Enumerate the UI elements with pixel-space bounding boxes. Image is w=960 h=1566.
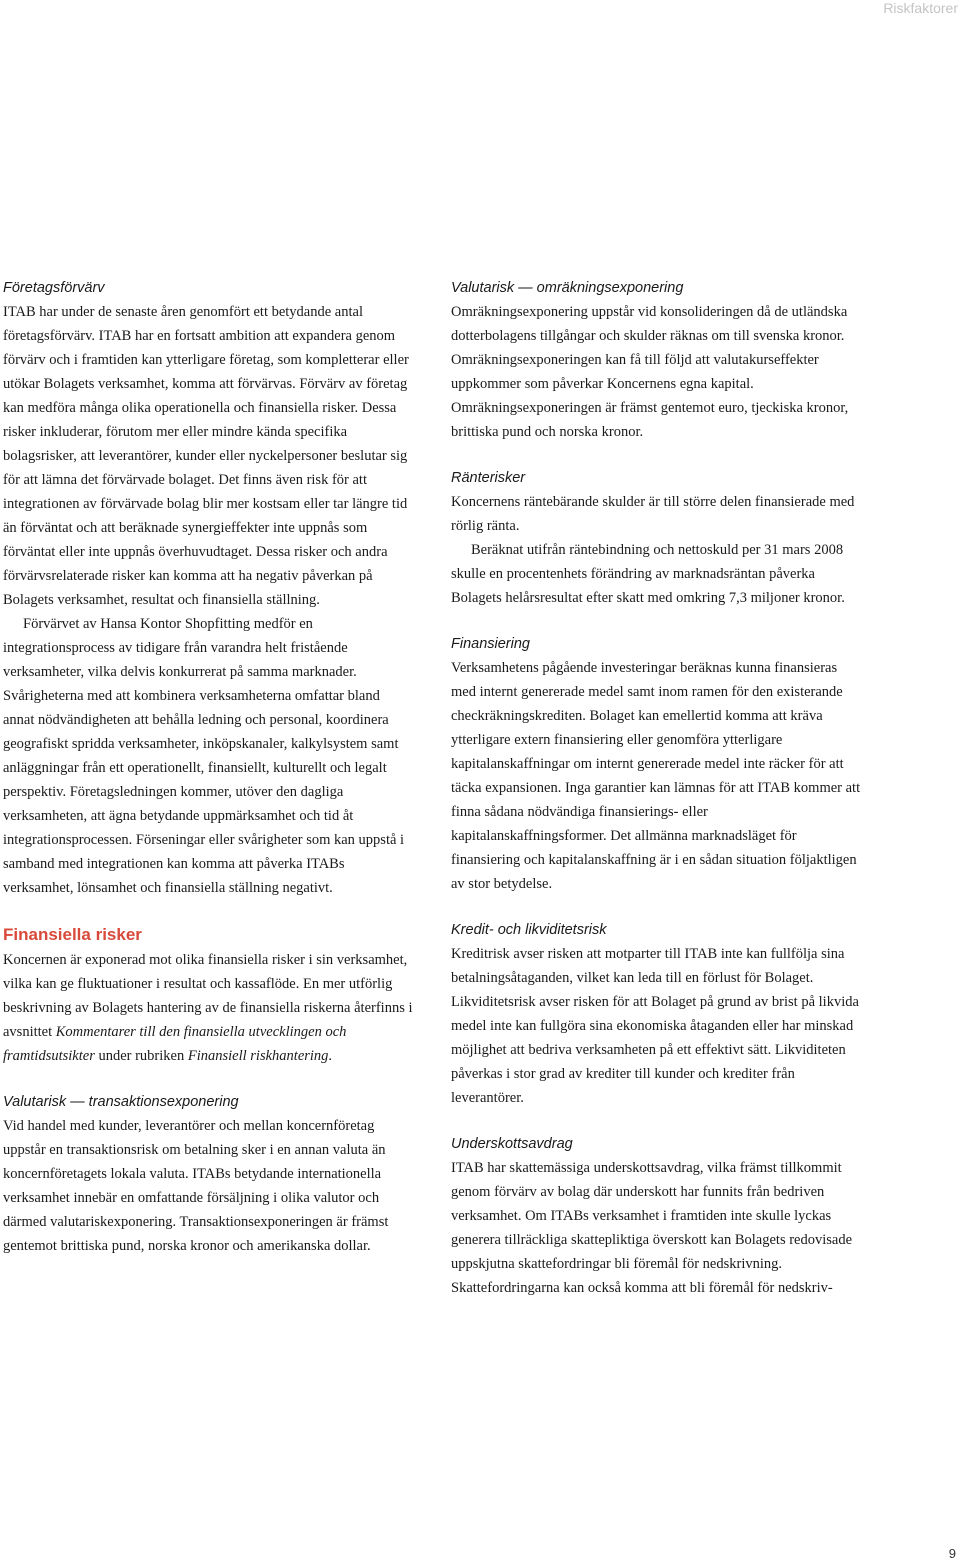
paragraph: Förvärvet av Hansa Kontor Shopfitting medför en integrationsprocess av tidigare från varandra helt fristående verksamheter, vilka delvis konkurrerat på samma marknader. Svårigheterna med att kombinera verksamheterna omfattar bland annat nödvändigheten att behålla ledning och personal, koordinera geografiskt spridda verksamheter, inköpskanaler, kalkylsystem samt anläggningar från ett operationellt, finansiellt, kulturellt och legalt perspektiv. Företagsledningen kommer, utöver den dagliga verksamheten, att ägna betydande uppmärksamhet och tid åt integrationsprocessen. Förseningar eller svårigheter som kan uppstå i samband med integrationen kan komma att påverka ITABs verksamhet, lönsamhet och finansiella ställning negativt. — [3, 616, 405, 896]
paragraph — [3, 948, 413, 1068]
text-run: . — [328, 1048, 333, 1064]
paragraph: ITAB har skattemässiga underskottsavdrag, vilka främst tillkommit genom förvärv av bolag där underskott har funnits från bedriven verksamhet. Om ITABs verksamhet i framtiden inte skulle lyckas generera tillräckliga skattepliktiga överskott kan Bolagets redovisade uppskjutna skattefordringar bli föremål för nedskrivning. Skattefordringarna kan också komma att bli föremål för nedskriv- — [451, 1160, 853, 1296]
left-column — [3, 276, 413, 1258]
section-heading: Valutarisk — transaktionsexponering — [3, 1094, 239, 1110]
text-run: under rubriken — [94, 1048, 188, 1064]
italic-reference: Finansiell riskhantering — [187, 1048, 329, 1064]
section-heading: Underskottsavdrag — [451, 1136, 573, 1152]
paragraph: Verksamhetens pågående investeringar beräknas kunna finansieras med internt genererade medel samt inom ramen för den existerande checkräkningskrediten. Bolaget kan emellertid komma att kräva ytterligare extern finansiering eller genomföra ytterligare kapitalanskaffningar om internt genererade medel inte räcker för att täcka expansionen. Inga garantier kan lämnas för att ITAB kommer att finna sådana nödvändiga finansierings- eller kapitalanskaffningsformer. Det allmänna marknadsläget för finansiering och kapitalanskaffning är i en sådan situation följaktligen av stor betydelse. — [451, 660, 861, 892]
major-heading: Finansiella risker — [3, 925, 142, 944]
paragraph: Beräknat utifrån räntebindning och nettoskuld per 31 mars 2008 skulle en procentenhets förändring av marknadsräntan påverka Bolagets helårsresultat efter skatt med omkring 7,3 miljoner kronor. — [451, 542, 845, 606]
text-run: Koncernen är exponerad mot olika finansiella risker i sin verksamhet, vilka kan ge fluktuationer i resultat och kassaflöde. En mer utförlig beskrivning av Bolagets hantering av de finansiella riskerna återfinns i avsnittet — [3, 952, 413, 1040]
paragraph: ITAB har under de senaste åren genomfört ett betydande antal företagsförvärv. ITAB har en fortsatt ambition att expandera genom förvärv och i framtiden kan ytterligare företag, som kompletterar eller utökar Bolagets verksamhet, komma att förvärvas. Förvärv av företag kan medföra många olika operationella och finansiella risker. Dessa risker inkluderar, förutom mer eller mindre kända specifika bolagsrisker, att leverantörer, kunder eller nyckelpersoner beslutar sig för att lämna det förvärvade bolaget. Det finns även risk för att integrationen av förvärvade bolag blir mer kostsam eller tar längre tid än förväntat och att beräknade synergieffekter inte uppnås som förväntat eller inte uppnås överhuvudtaget. Dessa risker och andra förvärvsrelaterade risker kan komma att ha negativ påverkan på Bolagets verksamhet, resultat och finansiella ställning. — [3, 304, 409, 608]
section-underskottsavdrag — [451, 1132, 861, 1300]
section-omrakningsexponering — [451, 276, 861, 444]
section-transaktionsexponering — [3, 1090, 413, 1258]
paragraph: Koncernens räntebärande skulder är till större delen finansierade med rörlig ränta. — [451, 494, 855, 534]
paragraph: Vid handel med kunder, leverantörer och mellan koncernföretag uppstår en transaktionsrisk om betalning sker i en annan valuta än koncernföretagets lokala valuta. ITABs betydande internationella verksamhet innebär en omfattande försäljning i olika valutor och därmed valutariskexponering. Transaktionsexponeringen är främst gentemot brittiska pund, norska kronor och amerikanska dollar. — [3, 1118, 389, 1254]
right-column — [451, 276, 861, 1300]
section-kredit-likviditet — [451, 918, 861, 1110]
section-finansiering — [451, 632, 861, 896]
section-foretagsforvarv — [3, 276, 413, 900]
section-heading: Kredit- och likviditetsrisk — [451, 922, 607, 938]
paragraph: Omräkningsexponering uppstår vid konsolideringen då de utländska dotterbolagens tillgångar och skulder räknas om till svenska kronor. Omräkningsexponeringen kan få till följd att valutakurseffekter uppkommer som påverkar Koncernens egna kapital. Omräkningsexponeringen är främst gentemot euro, tjeckiska kronor, brittiska pund och norska kronor. — [451, 304, 849, 440]
paragraph: Kreditrisk avser risken att motparter till ITAB inte kan fullfölja sina betalningsåtaganden, vilket kan leda till en förlust för Bolaget. Likviditetsrisk avser risken för att Bolaget på grund av brist på likvida medel inte kan fullgöra sina ekonomiska åtaganden eller har minskad möjlighet att bedriva verksamheten på ett effektivt sätt. Likviditeten påverkas i stor grad av krediter till kunder och krediter från leverantörer. — [451, 946, 859, 1106]
section-heading: Finansiering — [451, 636, 530, 652]
italic-reference: Kommentarer till den finansiella utvecklingen och framtidsutsikter — [3, 1024, 347, 1064]
section-heading: Valutarisk — omräkningsexponering — [451, 280, 684, 296]
page-number: 9 — [948, 1546, 956, 1561]
section-heading: Ränterisker — [451, 470, 526, 486]
section-ranterisker — [451, 466, 861, 610]
section-heading: Företagsförvärv — [3, 280, 105, 296]
running-header: Riskfaktorer — [883, 0, 958, 16]
section-finansiella-risker — [3, 922, 413, 1068]
